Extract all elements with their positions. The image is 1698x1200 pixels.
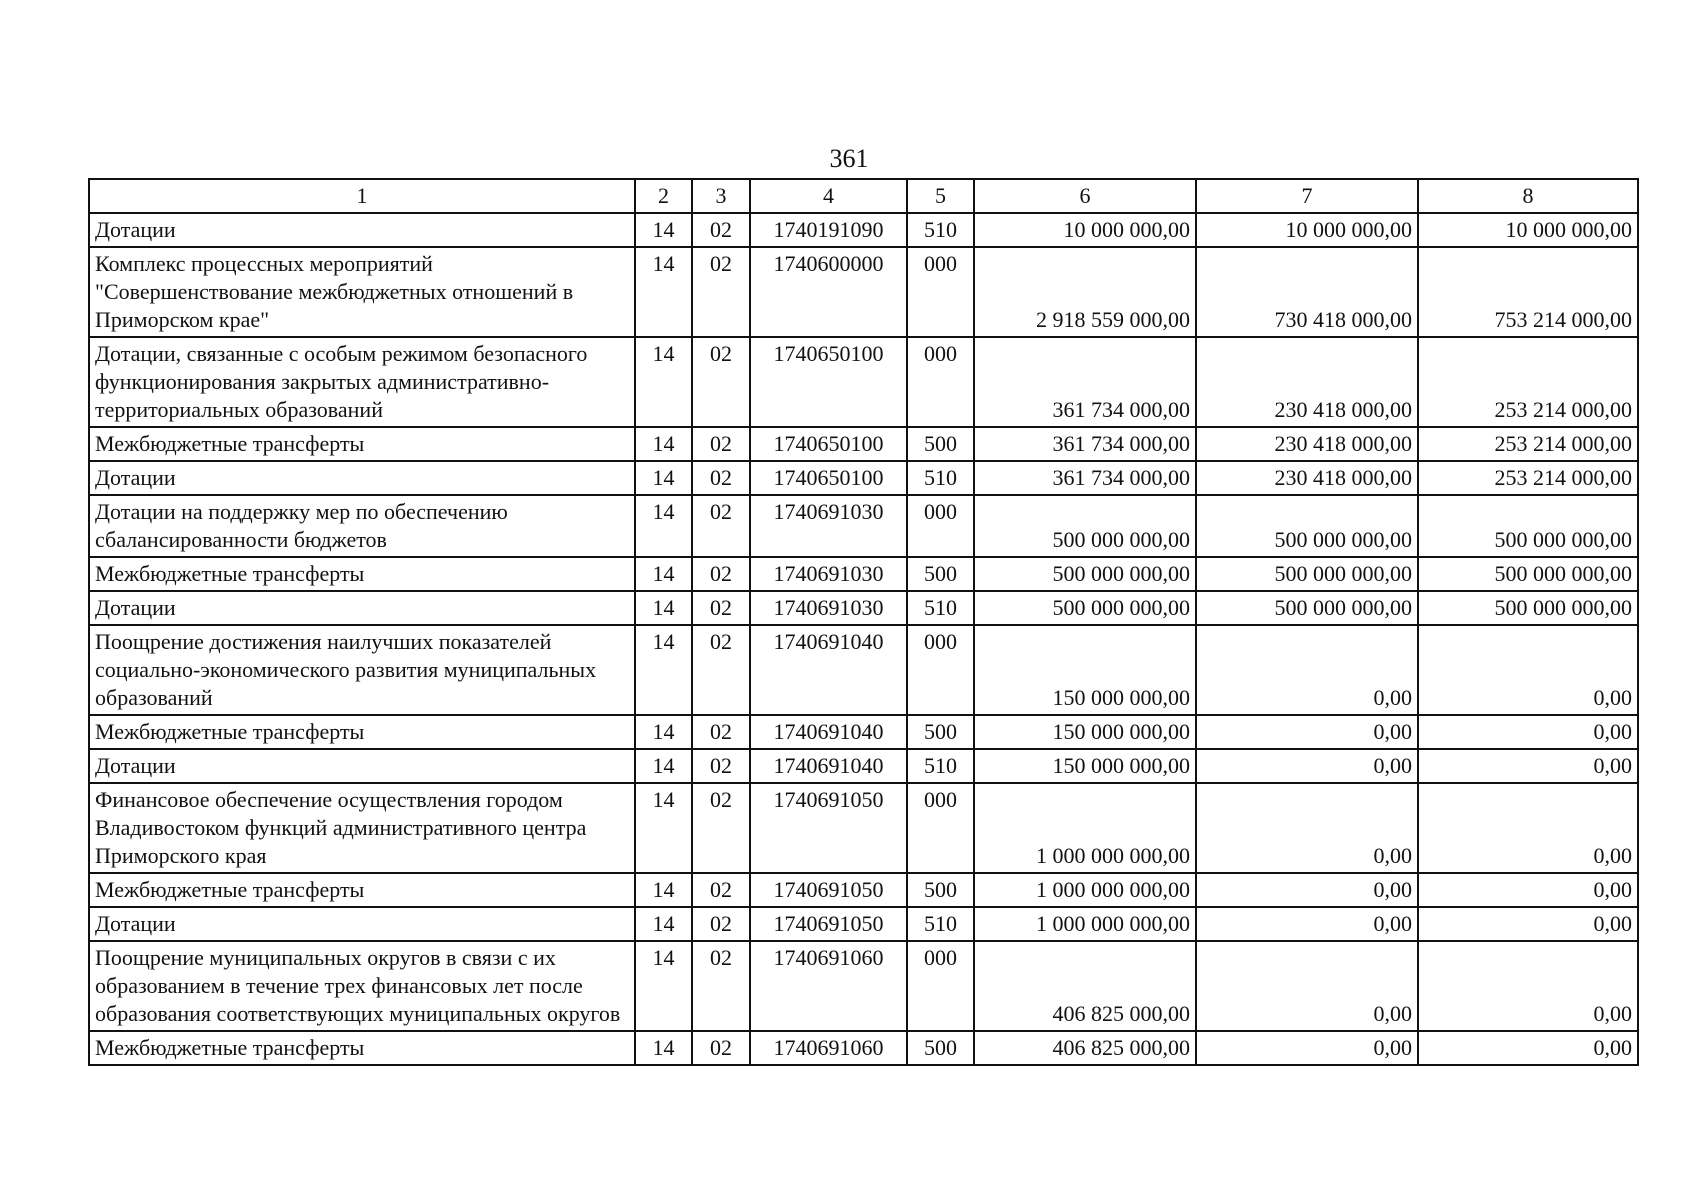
row-subsection-cell: 02 bbox=[692, 941, 750, 1031]
row-amount-col7-cell: 500 000 000,00 bbox=[1196, 557, 1418, 591]
row-amount-col7-cell: 500 000 000,00 bbox=[1196, 591, 1418, 625]
row-target-article-cell: 1740691040 bbox=[750, 715, 907, 749]
budget-table-body bbox=[89, 213, 1638, 1065]
row-name-cell: Дотации bbox=[89, 591, 635, 625]
row-amount-col8-cell: 0,00 bbox=[1418, 783, 1638, 873]
column-header-8: 8 bbox=[1418, 179, 1638, 213]
row-expense-type-cell: 000 bbox=[907, 247, 974, 337]
table-row bbox=[89, 337, 1638, 427]
row-amount-col7-cell: 0,00 bbox=[1196, 1031, 1418, 1065]
row-amount-col7-cell: 500 000 000,00 bbox=[1196, 495, 1418, 557]
row-target-article-cell: 1740691050 bbox=[750, 873, 907, 907]
row-target-article-cell: 1740600000 bbox=[750, 247, 907, 337]
row-subsection-cell: 02 bbox=[692, 1031, 750, 1065]
column-header-1: 1 bbox=[89, 179, 635, 213]
row-section-cell: 14 bbox=[635, 1031, 692, 1065]
table-row bbox=[89, 749, 1638, 783]
row-amount-col8-cell: 500 000 000,00 bbox=[1418, 495, 1638, 557]
row-amount-col6-cell: 2 918 559 000,00 bbox=[974, 247, 1196, 337]
row-amount-col8-cell: 0,00 bbox=[1418, 715, 1638, 749]
row-amount-col8-cell: 253 214 000,00 bbox=[1418, 337, 1638, 427]
table-row bbox=[89, 1031, 1638, 1065]
column-header-2: 2 bbox=[635, 179, 692, 213]
row-amount-col7-cell: 0,00 bbox=[1196, 941, 1418, 1031]
row-section-cell: 14 bbox=[635, 557, 692, 591]
row-amount-col7-cell: 230 418 000,00 bbox=[1196, 461, 1418, 495]
table-row bbox=[89, 941, 1638, 1031]
row-section-cell: 14 bbox=[635, 213, 692, 247]
row-section-cell: 14 bbox=[635, 337, 692, 427]
row-subsection-cell: 02 bbox=[692, 907, 750, 941]
table-row bbox=[89, 213, 1638, 247]
row-amount-col6-cell: 406 825 000,00 bbox=[974, 941, 1196, 1031]
table-header-row bbox=[89, 179, 1638, 213]
row-expense-type-cell: 000 bbox=[907, 495, 974, 557]
row-expense-type-cell: 510 bbox=[907, 749, 974, 783]
row-amount-col6-cell: 10 000 000,00 bbox=[974, 213, 1196, 247]
row-amount-col6-cell: 361 734 000,00 bbox=[974, 337, 1196, 427]
row-amount-col8-cell: 0,00 bbox=[1418, 625, 1638, 715]
table-row bbox=[89, 907, 1638, 941]
row-amount-col8-cell: 0,00 bbox=[1418, 873, 1638, 907]
row-amount-col6-cell: 500 000 000,00 bbox=[974, 495, 1196, 557]
row-target-article-cell: 1740650100 bbox=[750, 461, 907, 495]
row-name-cell: Поощрение достижения наилучших показателей социально-экономического развития муниципальных образований bbox=[89, 625, 635, 715]
row-amount-col7-cell: 0,00 bbox=[1196, 783, 1418, 873]
table-row bbox=[89, 715, 1638, 749]
row-amount-col8-cell: 753 214 000,00 bbox=[1418, 247, 1638, 337]
row-name-cell: Межбюджетные трансферты bbox=[89, 427, 635, 461]
table-row bbox=[89, 557, 1638, 591]
row-section-cell: 14 bbox=[635, 247, 692, 337]
row-name-cell: Межбюджетные трансферты bbox=[89, 715, 635, 749]
row-amount-col7-cell: 730 418 000,00 bbox=[1196, 247, 1418, 337]
row-name-cell: Межбюджетные трансферты bbox=[89, 873, 635, 907]
row-name-cell: Дотации bbox=[89, 461, 635, 495]
row-target-article-cell: 1740691040 bbox=[750, 625, 907, 715]
row-expense-type-cell: 510 bbox=[907, 213, 974, 247]
row-target-article-cell: 1740691040 bbox=[750, 749, 907, 783]
table-row bbox=[89, 495, 1638, 557]
row-amount-col6-cell: 1 000 000 000,00 bbox=[974, 873, 1196, 907]
row-name-cell: Дотации bbox=[89, 213, 635, 247]
row-section-cell: 14 bbox=[635, 873, 692, 907]
column-header-5: 5 bbox=[907, 179, 974, 213]
row-amount-col7-cell: 0,00 bbox=[1196, 749, 1418, 783]
column-header-6: 6 bbox=[974, 179, 1196, 213]
table-row bbox=[89, 427, 1638, 461]
row-target-article-cell: 1740691030 bbox=[750, 557, 907, 591]
row-section-cell: 14 bbox=[635, 749, 692, 783]
row-amount-col7-cell: 10 000 000,00 bbox=[1196, 213, 1418, 247]
row-subsection-cell: 02 bbox=[692, 427, 750, 461]
row-subsection-cell: 02 bbox=[692, 247, 750, 337]
row-target-article-cell: 1740650100 bbox=[750, 427, 907, 461]
row-expense-type-cell: 500 bbox=[907, 427, 974, 461]
column-header-4: 4 bbox=[750, 179, 907, 213]
row-section-cell: 14 bbox=[635, 941, 692, 1031]
row-amount-col6-cell: 361 734 000,00 bbox=[974, 461, 1196, 495]
table-row bbox=[89, 591, 1638, 625]
row-amount-col8-cell: 0,00 bbox=[1418, 907, 1638, 941]
row-amount-col7-cell: 0,00 bbox=[1196, 715, 1418, 749]
row-name-cell: Поощрение муниципальных округов в связи с их образованием в течение трех финансовых лет после образования соответствующих муниципальных округов bbox=[89, 941, 635, 1031]
row-subsection-cell: 02 bbox=[692, 495, 750, 557]
row-name-cell: Межбюджетные трансферты bbox=[89, 557, 635, 591]
row-subsection-cell: 02 bbox=[692, 715, 750, 749]
row-amount-col6-cell: 150 000 000,00 bbox=[974, 625, 1196, 715]
row-section-cell: 14 bbox=[635, 715, 692, 749]
row-target-article-cell: 1740191090 bbox=[750, 213, 907, 247]
row-subsection-cell: 02 bbox=[692, 461, 750, 495]
table-row bbox=[89, 461, 1638, 495]
row-expense-type-cell: 510 bbox=[907, 907, 974, 941]
row-target-article-cell: 1740691060 bbox=[750, 1031, 907, 1065]
row-section-cell: 14 bbox=[635, 591, 692, 625]
row-amount-col7-cell: 230 418 000,00 bbox=[1196, 337, 1418, 427]
row-expense-type-cell: 500 bbox=[907, 715, 974, 749]
row-name-cell: Финансовое обеспечение осуществления городом Владивостоком функций административного центра Приморского края bbox=[89, 783, 635, 873]
row-section-cell: 14 bbox=[635, 495, 692, 557]
row-amount-col8-cell: 10 000 000,00 bbox=[1418, 213, 1638, 247]
row-amount-col8-cell: 0,00 bbox=[1418, 1031, 1638, 1065]
row-name-cell: Комплекс процессных мероприятий "Совершенствование межбюджетных отношений в Приморском крае" bbox=[89, 247, 635, 337]
row-expense-type-cell: 500 bbox=[907, 557, 974, 591]
row-name-cell: Дотации bbox=[89, 749, 635, 783]
row-name-cell: Дотации bbox=[89, 907, 635, 941]
row-name-cell: Дотации на поддержку мер по обеспечению сбалансированности бюджетов bbox=[89, 495, 635, 557]
row-amount-col8-cell: 0,00 bbox=[1418, 941, 1638, 1031]
row-amount-col6-cell: 150 000 000,00 bbox=[974, 715, 1196, 749]
row-amount-col6-cell: 1 000 000 000,00 bbox=[974, 783, 1196, 873]
row-amount-col8-cell: 500 000 000,00 bbox=[1418, 557, 1638, 591]
row-section-cell: 14 bbox=[635, 625, 692, 715]
row-target-article-cell: 1740691050 bbox=[750, 907, 907, 941]
row-amount-col6-cell: 361 734 000,00 bbox=[974, 427, 1196, 461]
row-target-article-cell: 1740691030 bbox=[750, 591, 907, 625]
row-section-cell: 14 bbox=[635, 907, 692, 941]
row-amount-col6-cell: 406 825 000,00 bbox=[974, 1031, 1196, 1065]
row-target-article-cell: 1740650100 bbox=[750, 337, 907, 427]
row-expense-type-cell: 510 bbox=[907, 461, 974, 495]
row-expense-type-cell: 000 bbox=[907, 783, 974, 873]
row-amount-col6-cell: 500 000 000,00 bbox=[974, 557, 1196, 591]
row-subsection-cell: 02 bbox=[692, 557, 750, 591]
row-name-cell: Дотации, связанные с особым режимом безопасного функционирования закрытых административно-территориальных образований bbox=[89, 337, 635, 427]
budget-table bbox=[88, 178, 1639, 1066]
column-header-3: 3 bbox=[692, 179, 750, 213]
row-expense-type-cell: 500 bbox=[907, 873, 974, 907]
row-target-article-cell: 1740691050 bbox=[750, 783, 907, 873]
row-target-article-cell: 1740691030 bbox=[750, 495, 907, 557]
row-subsection-cell: 02 bbox=[692, 337, 750, 427]
row-amount-col7-cell: 0,00 bbox=[1196, 625, 1418, 715]
row-subsection-cell: 02 bbox=[692, 873, 750, 907]
row-section-cell: 14 bbox=[635, 783, 692, 873]
row-section-cell: 14 bbox=[635, 461, 692, 495]
row-name-cell: Межбюджетные трансферты bbox=[89, 1031, 635, 1065]
row-subsection-cell: 02 bbox=[692, 213, 750, 247]
row-expense-type-cell: 000 bbox=[907, 625, 974, 715]
row-amount-col6-cell: 1 000 000 000,00 bbox=[974, 907, 1196, 941]
page-number: 361 bbox=[829, 144, 869, 173]
row-amount-col7-cell: 0,00 bbox=[1196, 907, 1418, 941]
table-row bbox=[89, 625, 1638, 715]
row-expense-type-cell: 510 bbox=[907, 591, 974, 625]
table-row bbox=[89, 873, 1638, 907]
row-subsection-cell: 02 bbox=[692, 783, 750, 873]
row-expense-type-cell: 500 bbox=[907, 1031, 974, 1065]
row-section-cell: 14 bbox=[635, 427, 692, 461]
table-row bbox=[89, 783, 1638, 873]
row-amount-col6-cell: 150 000 000,00 bbox=[974, 749, 1196, 783]
row-subsection-cell: 02 bbox=[692, 749, 750, 783]
column-header-7: 7 bbox=[1196, 179, 1418, 213]
row-amount-col8-cell: 253 214 000,00 bbox=[1418, 427, 1638, 461]
row-subsection-cell: 02 bbox=[692, 591, 750, 625]
row-amount-col7-cell: 230 418 000,00 bbox=[1196, 427, 1418, 461]
row-amount-col6-cell: 500 000 000,00 bbox=[974, 591, 1196, 625]
row-expense-type-cell: 000 bbox=[907, 941, 974, 1031]
row-amount-col7-cell: 0,00 bbox=[1196, 873, 1418, 907]
table-row bbox=[89, 247, 1638, 337]
row-amount-col8-cell: 500 000 000,00 bbox=[1418, 591, 1638, 625]
row-amount-col8-cell: 0,00 bbox=[1418, 749, 1638, 783]
row-amount-col8-cell: 253 214 000,00 bbox=[1418, 461, 1638, 495]
row-target-article-cell: 1740691060 bbox=[750, 941, 907, 1031]
row-expense-type-cell: 000 bbox=[907, 337, 974, 427]
row-subsection-cell: 02 bbox=[692, 625, 750, 715]
